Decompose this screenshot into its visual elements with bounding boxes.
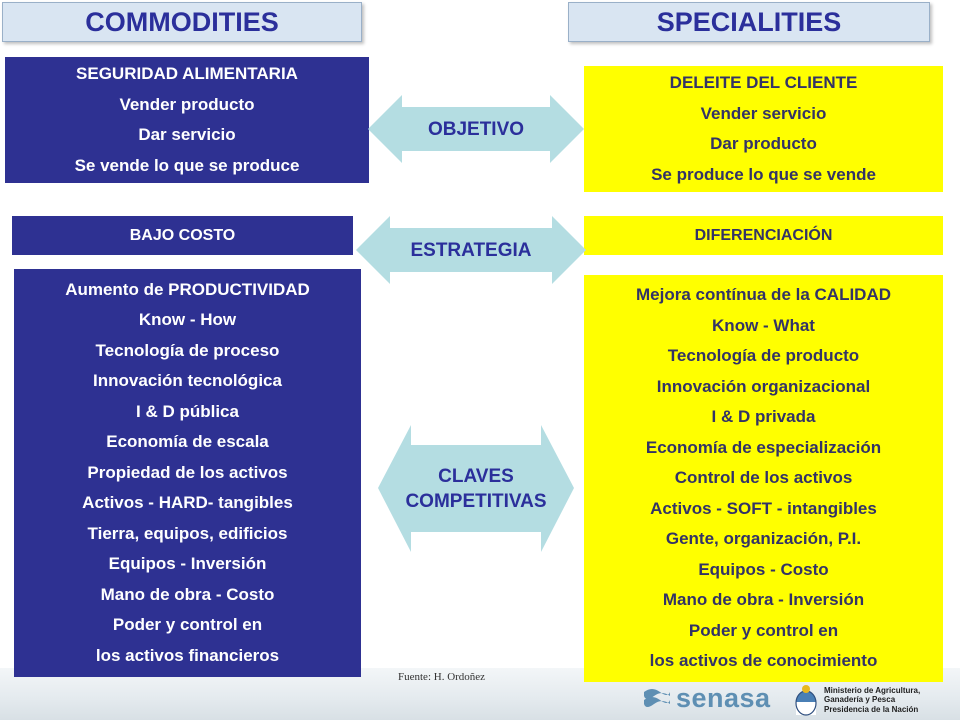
estrategia-label: ESTRATEGIA: [410, 239, 532, 261]
specialities-claves-box: [584, 275, 943, 682]
commodities-claves-line: Activos - HARD- tangibles: [82, 493, 293, 513]
commodities-claves-line: Mano de obra - Costo: [100, 584, 275, 604]
claves-arrow: [378, 425, 574, 552]
claves-label: COMPETITIVAS: [405, 490, 547, 512]
specialities-objetivo-line: DELEITE DEL CLIENTE: [669, 73, 858, 92]
specialities-claves-line: Innovación organizacional: [656, 376, 871, 396]
commodities-objetivo-line: Se vende lo que se produce: [74, 155, 300, 175]
specialities-claves-line: Activos - SOFT - intangibles: [650, 498, 877, 518]
commodities-claves-line: I & D pública: [136, 401, 239, 421]
ministry-line: Ganadería y Pesca: [824, 695, 896, 705]
specialities-estrategia-label: DIFERENCIACIÓN: [694, 226, 833, 244]
specialities-claves-line: Mejora contínua de la CALIDAD: [635, 285, 892, 305]
commodities-claves-line: los activos financieros: [95, 645, 280, 665]
specialities-objetivo-line: Vender servicio: [700, 103, 827, 123]
specialities-claves-line: Poder y control en: [688, 620, 839, 640]
commodities-header: COMMODITIES: [2, 2, 362, 42]
commodities-objetivo-line: Dar servicio: [138, 125, 236, 144]
specialities-objetivo-line: Dar producto: [710, 134, 817, 153]
coat-of-arms-icon: [794, 683, 818, 717]
ministry-text: [824, 686, 920, 715]
objetivo-label: OBJETIVO: [427, 118, 525, 140]
source-note: Fuente: H. Ordoñez: [398, 671, 486, 683]
senasa-wave-icon: [642, 686, 672, 710]
senasa-logo: [642, 684, 771, 712]
commodities-claves-line: Innovación tecnológica: [93, 371, 282, 391]
specialities-claves-line: Gente, organización, P.I.: [665, 529, 862, 549]
commodities-claves-line: Propiedad de los activos: [87, 462, 288, 482]
ministry-logo: [794, 682, 920, 718]
objetivo-arrow: [368, 95, 584, 163]
ministry-line: Presidencia de la Nación: [824, 704, 919, 714]
claves-label: CLAVES: [438, 465, 514, 487]
specialities-claves-line: los activos de conocimiento: [649, 651, 878, 671]
commodities-objetivo-box: [5, 57, 369, 183]
specialities-claves-line: Equipos - Costo: [698, 559, 829, 579]
commodities-objetivo-line: SEGURIDAD ALIMENTARIA: [76, 64, 298, 83]
commodities-estrategia-box: [12, 216, 353, 255]
commodities-objetivo-line: Vender producto: [119, 94, 255, 114]
specialities-claves-line: Mano de obra - Inversión: [662, 590, 865, 610]
commodities-claves-line: Aumento de PRODUCTIVIDAD: [65, 279, 310, 299]
specialities-header: SPECIALITIES: [568, 2, 930, 42]
senasa-wordmark: senasa: [676, 682, 771, 713]
specialities-claves-line: Control de los activos: [674, 468, 853, 488]
commodities-claves-line: Poder y control en: [112, 615, 263, 635]
commodities-claves-line: Tecnología de proceso: [95, 340, 280, 360]
ministry-line: Ministerio de Agricultura,: [824, 685, 921, 695]
specialities-claves-line: Economía de especialización: [645, 437, 882, 457]
commodities-claves-box: [14, 269, 361, 677]
commodities-claves-line: Equipos - Inversión: [108, 554, 267, 574]
specialities-claves-line: Know - What: [712, 315, 815, 335]
commodities-claves-line: Know - How: [138, 310, 237, 330]
commodities-claves-line: Economía de escala: [106, 432, 269, 452]
specialities-objetivo-line: Se produce lo que se vende: [651, 164, 876, 184]
specialities-claves-line: Tecnología de producto: [667, 346, 860, 366]
commodities-claves-line: Tierra, equipos, edificios: [87, 523, 288, 543]
specialities-objetivo-box: [584, 66, 943, 192]
estrategia-arrow: [356, 216, 586, 284]
commodities-estrategia-label: BAJO COSTO: [129, 226, 236, 244]
specialities-estrategia-box: [584, 216, 943, 255]
specialities-claves-line: I & D privada: [711, 407, 816, 427]
